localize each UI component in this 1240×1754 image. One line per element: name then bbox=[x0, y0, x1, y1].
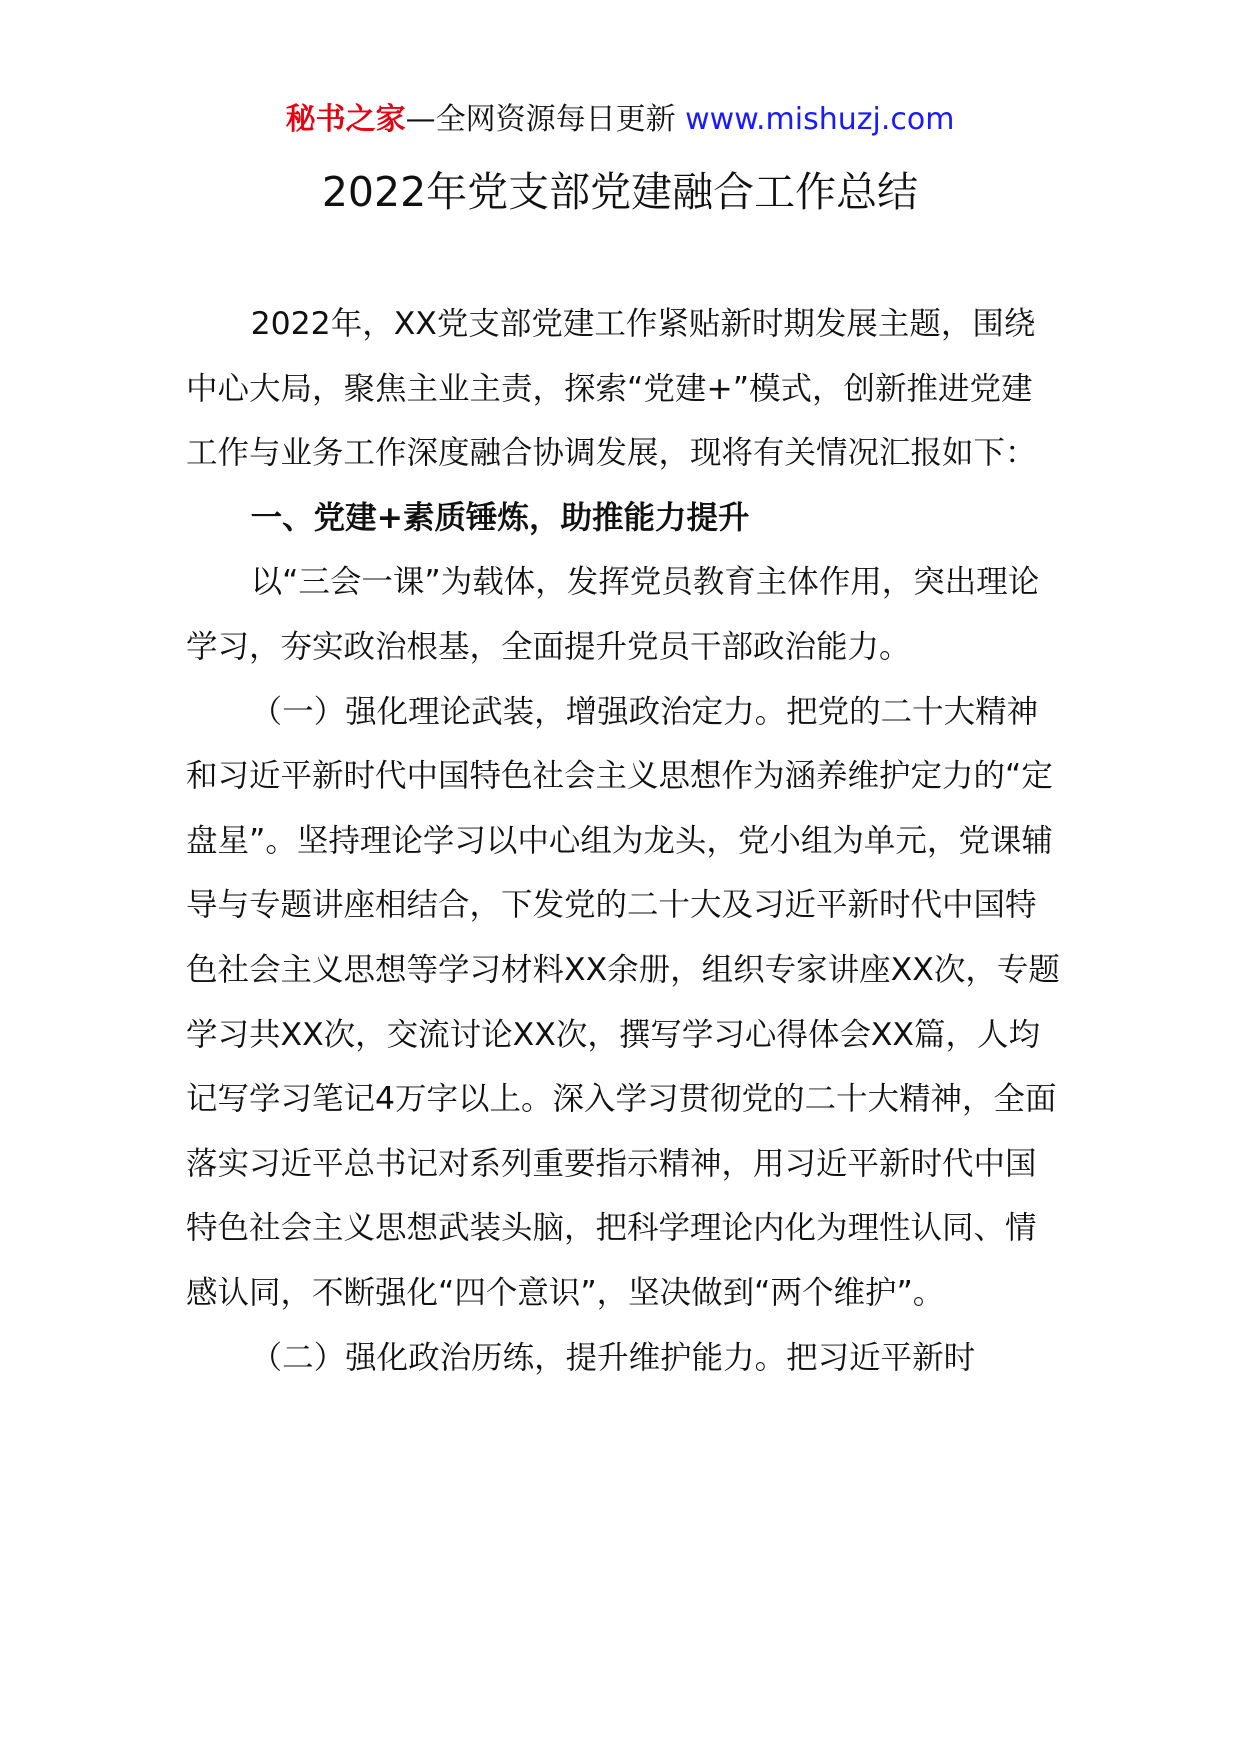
site-brand: 秘书之家 bbox=[285, 102, 406, 137]
document-title: 2022年党支部党建融合工作总结 bbox=[321, 168, 919, 216]
subsection-1-paragraph: （一）强化理论武装，增强政治定力。把党的二十大精神和习近平新时代中国特色社会主义思想作为涵养维护定力的“定盘星”。坚持理论学习以中心组为龙头，党小组为单元，党课辅导与专题讲座相结合，下发党的二十大及习近平新时代中国特色社会主义思想等学习材料XX余册，组织专家讲座XX次，专题学习共XX次，交流讨论XX次，撰写学习心得体会XX篇，人均记写学习笔记4万字以上。深入学习贯彻党的二十大精神，全面落实习近平总书记对系列重要指示精神，用习近平新时代中国特色社会主义思想武装头脑，把科学理论内化为理性认同、情感认同，不断强化“四个意识”，坚决做到“两个维护”。 bbox=[186, 693, 1060, 1311]
site-url-link[interactable]: www.mishuzj.com bbox=[685, 102, 955, 137]
section-intro-paragraph: 以“三会一课”为载体，发挥党员教育主体作用，突出理论学习，夯实政治根基，全面提升党员干部政治能力。 bbox=[186, 564, 1040, 665]
subsection-2-paragraph: （二）强化政治历练，提升维护能力。把习近平新时 bbox=[250, 1339, 976, 1376]
intro-paragraph: 2022年，XX党支部党建工作紧贴新时期发展主题，围绕中心大局，聚焦主业主责，探索“党建+”模式，创新推进党建工作与业务工作深度融合协调发展，现将有关情况汇报如下： bbox=[186, 306, 1037, 472]
site-tagline: —全网资源每日更新 bbox=[405, 102, 676, 137]
document-body bbox=[186, 292, 1060, 1390]
section-heading-1: 一、党建+素质锤炼，助推能力提升 bbox=[250, 499, 750, 536]
site-header bbox=[0, 100, 1240, 140]
